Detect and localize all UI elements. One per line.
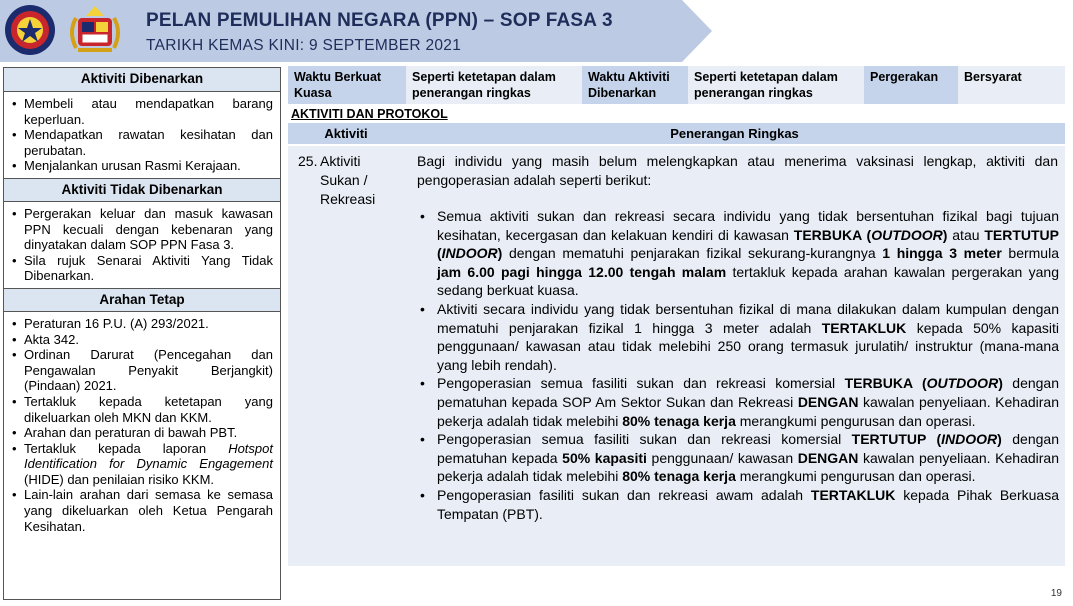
effective-time-value: Seperti ketetapan dalam penerangan ringkas — [406, 66, 582, 104]
page-title: PELAN PEMULIHAN NEGARA (PPN) – SOP FASA 3 — [146, 10, 613, 31]
description-intro: Bagi individu yang masih belum melengkapkan atau menerima vaksinasi lengkap, aktiviti dan pengoperasian adalah seperti berikut: — [417, 153, 1058, 188]
list-item: • Pengoperasian semua fasiliti sukan dan rekreasi komersial TERBUKA (OUTDOOR) dengan pematuhan kepada SOP Am Sektor Sukan dan Rekreasi DENGAN kawalan penyeliaan. Kehadiran pekerja adalah tidak melebihi 80% tenaga kerja merangkumi pengurusan dan operasi. — [417, 374, 1059, 430]
list-item: • Peraturan 16 P.U. (A) 293/2021. — [12, 316, 273, 332]
standing-directives-list — [4, 312, 280, 538]
list-item: • Membeli atau mendapatkan barang keperluan. — [12, 96, 273, 127]
activity-column-header: Aktiviti — [324, 126, 368, 141]
activity-name: Aktiviti Sukan / Rekreasi — [320, 153, 376, 207]
activity-time-label: Waktu Aktiviti Dibenarkan — [582, 66, 688, 104]
description-column-header: Penerangan Ringkas — [670, 126, 799, 141]
allowed-activities-heading: Aktiviti Dibenarkan — [4, 68, 280, 92]
list-item: • Mendapatkan rawatan kesihatan dan perubatan. — [12, 127, 273, 158]
agency-logos — [4, 4, 138, 56]
left-panel — [3, 67, 281, 600]
summary-row — [288, 66, 1065, 104]
list-item: • Pengoperasian fasiliti sukan dan rekreasi awam adalah TERTAKLUK kepada Pihak Berkuasa Tempatan (PBT). — [417, 486, 1059, 523]
list-item: • Arahan dan peraturan di bawah PBT. — [12, 425, 273, 441]
description-bullets — [417, 207, 1059, 523]
list-item: • Lain-lain arahan dari semasa ke semasa yang dikeluarkan oleh Ketua Pengarah Kesihatan. — [12, 487, 273, 534]
malaysia-coat-of-arms — [72, 6, 118, 52]
movement-value: Bersyarat — [958, 66, 1065, 104]
effective-time-label: Waktu Berkuat Kuasa — [288, 66, 406, 104]
list-item: • Pengoperasian semua fasiliti sukan dan rekreasi komersial TERTUTUP (INDOOR) dengan pematuhan kepada 50% kapasiti penggunaan/ kawasan DENGAN kawalan penyeliaan. Kehadiran pekerja adalah tidak melebihi 80% tenaga kerja merangkumi pengurusan dan operasi. — [417, 430, 1059, 486]
table-header — [288, 123, 1065, 144]
list-item: • Tertakluk kepada laporan Hotspot Identification for Dynamic Engagement (HIDE) dan penilaian risiko KKM. — [12, 441, 273, 488]
allowed-activities-list — [4, 92, 280, 178]
not-allowed-activities-list — [4, 202, 280, 288]
activity-time-value: Seperti ketetapan dalam penerangan ringkas — [688, 66, 864, 104]
list-item: • Tertakluk kepada ketetapan yang dikeluarkan oleh MKN dan KKM. — [12, 394, 273, 425]
not-allowed-activities-heading: Aktiviti Tidak Dibenarkan — [4, 178, 280, 202]
list-item: • Semua aktiviti sukan dan rekreasi secara individu yang tidak bersentuhan fizikal bagi tujuan kesihatan, kecergasan dan kelakuan kendiri di kawasan TERBUKA (OUTDOOR) atau TERTUTUP (INDOOR) dengan mematuhi penjarakan fizikal sekurang-kurangnya 1 hingga 3 meter bermula jam 6.00 pagi hingga 12.00 tengah malam tertakluk kepada arahan kawalan pergerakan yang sedang berkuat kuasa. — [417, 207, 1059, 300]
movement-label: Pergerakan — [864, 66, 958, 104]
list-item: • Pergerakan keluar dan masuk kawasan PPN kecuali dengan kebenaran yang dinyatakan dalam SOP PPN Fasa 3. — [12, 206, 273, 253]
list-item: • Akta 342. — [12, 332, 273, 348]
page-number: 19 — [1050, 588, 1062, 599]
list-item: • Ordinan Darurat (Pencegahan dan Pengawalan Penyakit Berjangkit) (Pindaan) 2021. — [12, 347, 273, 394]
page-subtitle-date: TARIKH KEMAS KINI: 9 SEPTEMBER 2021 — [146, 37, 462, 54]
list-item: • Menjalankan urusan Rasmi Kerajaan. — [12, 158, 273, 174]
protocol-section-label: AKTIVITI DAN PROTOKOL — [291, 107, 448, 121]
activity-number: 25. — [298, 153, 318, 169]
list-item: • Sila rujuk Senarai Aktiviti Yang Tidak Dibenarkan. — [12, 253, 273, 284]
standing-directives-heading: Arahan Tetap — [4, 288, 280, 312]
list-item: • Aktiviti secara individu yang tidak bersentuhan fizikal di mana dilakukan dalam kumpulan dengan mematuhi penjarakan fizikal 1 hingga 3 meter adalah TERTAKLUK kepada 50% kapasiti penggunaan/ kawasan atau tidak melebihi 250 orang termasuk jurulatih/ instruktur (mana-mana yang lebih rendah). — [417, 300, 1059, 374]
table-row — [288, 146, 1065, 566]
nsc-logo — [5, 5, 55, 55]
